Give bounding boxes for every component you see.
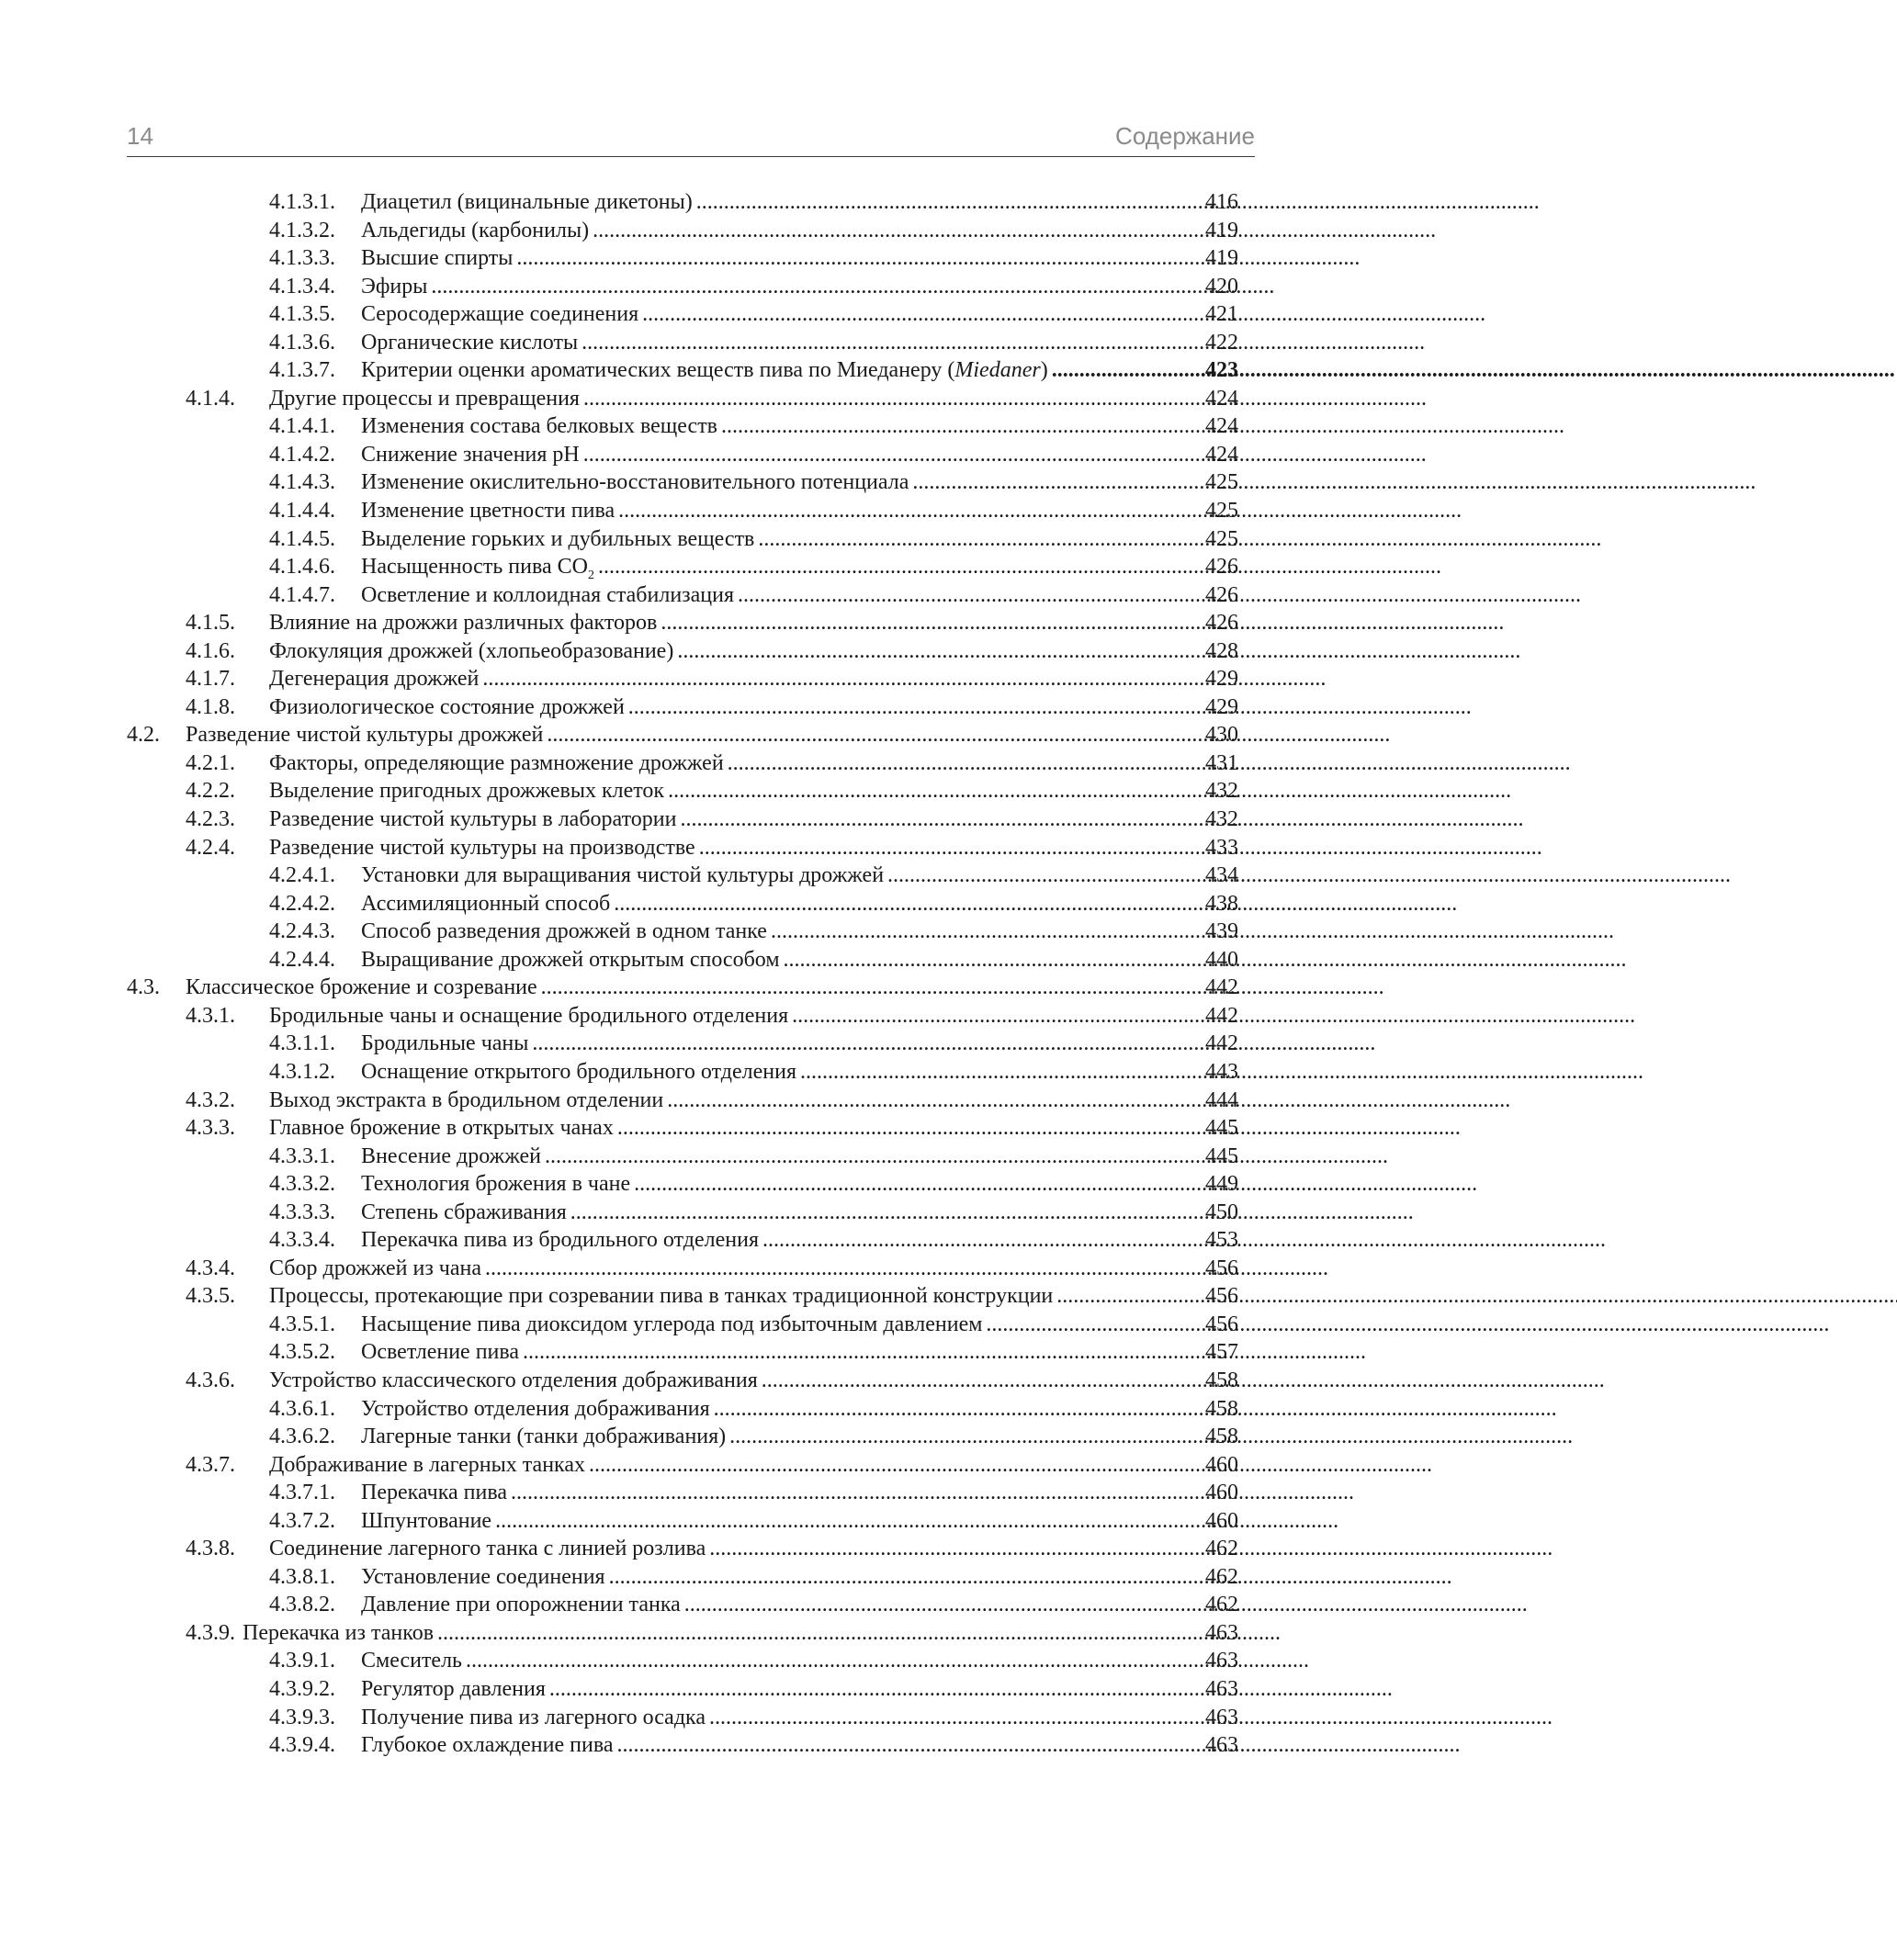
toc-entry[interactable]: [127, 497, 1238, 525]
toc-entry-page: 462: [1205, 1593, 1238, 1617]
toc-entry-title: Выделение горьких и дубильных веществ: [361, 526, 755, 551]
toc-dot-leader: [582, 329, 1203, 357]
toc-entry-title: Установки для выращивания чистой культуры дрожжей: [361, 863, 885, 888]
toc-entry-number: 4.3.2.: [186, 1087, 235, 1112]
toc-dot-leader: [609, 1563, 1203, 1592]
toc-entry[interactable]: [127, 862, 1238, 890]
toc-entry-page: 426: [1205, 611, 1238, 636]
toc-dot-leader: [549, 1675, 1203, 1704]
toc-dot-leader: [758, 525, 1203, 554]
toc-entry-number: 4.3.5.1.: [269, 1312, 335, 1336]
toc-entry-title: Процессы, протекающие при созревании пива в танках традиционной конструкции: [269, 1284, 1054, 1309]
toc-entry-number: 4.2.3.: [186, 807, 235, 832]
toc-entry[interactable]: [127, 1535, 1238, 1563]
toc-dot-leader: [784, 946, 1203, 974]
toc-entry-number: 4.3.9.3.: [269, 1705, 335, 1729]
toc-dot-leader: [642, 300, 1203, 329]
toc-entry[interactable]: [127, 1226, 1238, 1255]
toc-entry-number: 4.1.3.3.: [269, 246, 335, 271]
toc-entry-number: 4.3.7.2.: [269, 1508, 335, 1533]
toc-dot-leader: [541, 974, 1203, 1002]
toc-entry-number: 4.2.4.3.: [269, 919, 335, 944]
toc-entry-page: 458: [1205, 1368, 1238, 1392]
toc-entry-page: 445: [1205, 1143, 1238, 1168]
toc-dot-leader: [485, 1255, 1203, 1283]
toc-dot-leader: [614, 890, 1203, 918]
toc-entry-number: 4.3.1.: [186, 1003, 235, 1028]
toc-dot-leader: [792, 1002, 1203, 1031]
toc-dot-leader: [661, 609, 1203, 637]
toc-entry-page: 442: [1205, 975, 1238, 1000]
toc-entry-page: 456: [1205, 1284, 1238, 1309]
toc-entry-title: Альдегиды (карбонилы): [361, 218, 590, 242]
toc-entry-title: Дображивание в лагерных танках: [269, 1452, 586, 1477]
toc-entry-page: 423: [1205, 358, 1238, 383]
toc-dot-leader: [532, 1030, 1203, 1058]
toc-entry[interactable]: [127, 525, 1238, 554]
toc-entry-title: Лагерные танки (танки дображивания): [361, 1425, 727, 1449]
toc-dot-leader: [589, 1451, 1203, 1480]
toc-entry-page: 419: [1205, 218, 1238, 242]
toc-entry-title: Снижение значения pH: [361, 442, 580, 467]
toc-entry-page: 424: [1205, 386, 1238, 411]
toc-entry-number: 4.2.2.: [186, 779, 235, 804]
toc-entry[interactable]: [127, 777, 1238, 805]
toc-entry[interactable]: [127, 412, 1238, 441]
toc-entry-page: 460: [1205, 1481, 1238, 1505]
toc-entry-number: 4.3.3.2.: [269, 1172, 335, 1197]
toc-entry-number: 4.3.8.: [186, 1537, 235, 1561]
toc-entry-number: 4.1.6.: [186, 638, 235, 663]
toc-dot-leader: [677, 637, 1203, 666]
toc-entry[interactable]: [127, 890, 1238, 918]
toc-entry-page: 422: [1205, 330, 1238, 355]
toc-entry-page: 420: [1205, 274, 1238, 299]
toc-dot-leader: [628, 693, 1203, 722]
toc-dot-leader: [986, 1311, 1203, 1339]
toc-dot-leader: [495, 1507, 1203, 1536]
toc-entry-title: Соединение лагерного танка с линией розлива: [269, 1537, 706, 1561]
toc-entry-page: 463: [1205, 1676, 1238, 1701]
toc-entry-page: 425: [1205, 470, 1238, 495]
toc-entry-title: Устройство классического отделения дображивания: [269, 1368, 758, 1392]
toc-dot-leader: [771, 918, 1203, 946]
toc-dot-leader: [466, 1647, 1203, 1675]
toc-entry[interactable]: [127, 244, 1238, 273]
toc-entry[interactable]: [127, 1311, 1238, 1339]
toc-entry-title: Перекачка пива из бродильного отделения: [361, 1228, 759, 1253]
toc-entry[interactable]: [127, 1423, 1238, 1451]
toc-entry-number: 4.3.1.1.: [269, 1031, 335, 1056]
toc-entry[interactable]: [127, 637, 1238, 666]
toc-dot-leader: [699, 834, 1203, 862]
toc-dot-leader: [667, 1087, 1203, 1115]
toc-entry-page: 426: [1205, 555, 1238, 580]
toc-entry-page: 463: [1205, 1649, 1238, 1673]
toc-entry-number: 4.1.4.: [186, 386, 235, 411]
toc-entry-page: 458: [1205, 1396, 1238, 1421]
toc-entry-page: 442: [1205, 1031, 1238, 1056]
toc-dot-leader: [547, 721, 1203, 749]
toc-entry[interactable]: [127, 1647, 1238, 1675]
toc-entry-number: 4.3.5.2.: [269, 1340, 335, 1365]
toc-entry[interactable]: [127, 217, 1238, 245]
toc-entry[interactable]: [127, 721, 1238, 749]
toc-dot-leader: [570, 1199, 1203, 1227]
toc-entry-number: 4.3.9.1.: [269, 1649, 335, 1673]
toc-dot-leader: [516, 244, 1203, 273]
toc-entry-page: 428: [1205, 638, 1238, 663]
toc-entry[interactable]: [127, 1282, 1238, 1311]
toc-entry-number: 4.3.9.2.: [269, 1676, 335, 1701]
toc-entry-number: 4.3.6.1.: [269, 1396, 335, 1421]
toc-entry[interactable]: [127, 1087, 1238, 1115]
toc-entry[interactable]: [127, 1143, 1238, 1171]
toc-entry[interactable]: [127, 805, 1238, 834]
toc-entry-page: 460: [1205, 1508, 1238, 1533]
toc-entry-title: Выделение пригодных дрожжевых клеток: [269, 779, 665, 804]
toc-entry-number: 4.1.3.2.: [269, 218, 335, 242]
toc-entry-title: Степень сбраживания: [361, 1200, 567, 1224]
toc-entry[interactable]: [127, 1002, 1238, 1031]
toc-entry-title: Серосодержащие соединения: [361, 302, 639, 327]
toc-entry[interactable]: [127, 1451, 1238, 1480]
toc-entry-title: Перекачка из танков: [243, 1620, 435, 1645]
toc-entry-page: 440: [1205, 947, 1238, 972]
toc-entry-title: Факторы, определяющие размножение дрожжей: [269, 750, 724, 775]
toc-entry-number: 4.3.9.: [186, 1620, 235, 1645]
toc-entry-title: Способ разведения дрожжей в одном танке: [361, 919, 767, 944]
toc-entry-page: 458: [1205, 1425, 1238, 1449]
toc-entry-title: Насыщение пива диоксидом углерода под избыточным давлением: [361, 1312, 983, 1336]
toc-entry-page: 432: [1205, 779, 1238, 804]
toc-entry-page: 433: [1205, 835, 1238, 860]
toc-entry-number: 4.3.3.1.: [269, 1143, 335, 1168]
toc-entry-number: 4.3.8.2.: [269, 1593, 335, 1617]
toc-entry[interactable]: [127, 1731, 1238, 1760]
toc-entry[interactable]: [127, 1255, 1238, 1283]
toc-entry-title: Бродильные чаны: [361, 1031, 529, 1056]
toc-entry-page: 462: [1205, 1564, 1238, 1589]
toc-entry-title: Главное брожение в открытых чанах: [269, 1116, 614, 1141]
toc-entry-number: 4.1.3.5.: [269, 302, 335, 327]
toc-entry-title: Получение пива из лагерного осадка: [361, 1705, 706, 1729]
toc-entry-page: 426: [1205, 582, 1238, 607]
toc-entry-page: 443: [1205, 1059, 1238, 1084]
toc-entry-title: Другие процессы и превращения: [269, 386, 580, 411]
toc-entry-number: 4.1.4.5.: [269, 526, 335, 551]
toc-entry[interactable]: [127, 1199, 1238, 1227]
toc-entry-page: 416: [1205, 190, 1238, 214]
toc-entry-number: 4.1.4.1.: [269, 414, 335, 439]
toc-entry-page: 421: [1205, 302, 1238, 327]
toc-entry-page: 445: [1205, 1116, 1238, 1141]
toc-entry-number: 4.3.4.: [186, 1256, 235, 1280]
toc-entry-page: 431: [1205, 750, 1238, 775]
toc-entry[interactable]: [127, 581, 1238, 610]
toc-entry-page: 425: [1205, 499, 1238, 524]
toc-entry-title: Ассимиляционный способ: [361, 891, 611, 916]
toc-entry-number: 4.1.4.3.: [269, 470, 335, 495]
toc-entry-title: Изменения состава белковых веществ: [361, 414, 718, 439]
toc-dot-leader: [583, 385, 1203, 413]
toc-entry-number: 4.3.3.: [186, 1116, 235, 1141]
toc-entry[interactable]: [127, 1338, 1238, 1367]
toc-entry[interactable]: [127, 300, 1238, 329]
toc-dot-leader: [482, 665, 1203, 693]
toc-dot-leader: [696, 188, 1203, 217]
toc-entry[interactable]: [127, 441, 1238, 469]
toc-entry-number: 4.3.1.2.: [269, 1059, 335, 1084]
toc-dot-leader: [617, 1731, 1204, 1760]
toc-entry-number: 4.1.3.6.: [269, 330, 335, 355]
toc-dot-leader: [1056, 1282, 1203, 1311]
toc-dot-leader: [728, 749, 1203, 778]
toc-entry-number: 4.3.8.1.: [269, 1564, 335, 1589]
toc-entry-title: Оснащение открытого бродильного отделения: [361, 1059, 796, 1084]
toc-entry-title: Флокуляция дрожжей (хлопьеобразование): [269, 638, 674, 663]
toc-dot-leader: [729, 1423, 1203, 1451]
toc-dot-leader: [680, 805, 1203, 834]
toc-entry-number: 4.2.4.2.: [269, 891, 335, 916]
toc-entry-title: Бродильные чаны и оснащение бродильного отделения: [269, 1003, 789, 1028]
toc-entry-number: 4.1.4.4.: [269, 499, 335, 524]
toc-entry-page: 424: [1205, 414, 1238, 439]
toc-entry[interactable]: [127, 1675, 1238, 1704]
toc-entry[interactable]: [127, 468, 1238, 497]
toc-entry[interactable]: [127, 329, 1238, 357]
toc-entry[interactable]: [127, 1591, 1238, 1619]
toc-entry-page: 456: [1205, 1256, 1238, 1280]
toc-entry-page: 432: [1205, 807, 1238, 832]
toc-entry[interactable]: [127, 1030, 1238, 1058]
toc-entry-page: 438: [1205, 891, 1238, 916]
toc-entry-page: 456: [1205, 1312, 1238, 1336]
toc-entry[interactable]: [127, 356, 1238, 385]
toc-entry-number: 4.3.5.: [186, 1284, 235, 1309]
toc-entry-title: Давление при опорожнении танка: [361, 1593, 681, 1617]
toc-entry[interactable]: [127, 749, 1238, 778]
toc-entry-number: 4.3.6.: [186, 1368, 235, 1392]
toc-dot-leader: [668, 777, 1203, 805]
toc-entry-number: 4.1.7.: [186, 667, 235, 692]
toc-dot-leader: [545, 1143, 1203, 1171]
toc-entry-number: 4.2.1.: [186, 750, 235, 775]
toc-entry-number: 4.3.7.1.: [269, 1481, 335, 1505]
toc-entry-page: 463: [1205, 1620, 1238, 1645]
toc-entry-title: Установление соединения: [361, 1564, 605, 1589]
toc-dot-leader: [800, 1058, 1203, 1087]
toc-entry[interactable]: [127, 974, 1238, 1002]
running-header: [127, 119, 1255, 157]
toc-entry-title: Насыщенность пива $CO_2$: [361, 555, 594, 582]
toc-entry-number: 4.2.: [127, 723, 160, 748]
toc-entry-page: 463: [1205, 1733, 1238, 1758]
toc-entry-number: 4.3.9.4.: [269, 1733, 335, 1758]
toc-entry-page: 444: [1205, 1087, 1238, 1112]
toc-dot-leader: [912, 468, 1203, 497]
toc-entry-number: 4.3.3.3.: [269, 1200, 335, 1224]
toc-entry[interactable]: [127, 1479, 1238, 1507]
toc-entry-number: 4.1.3.7.: [269, 358, 335, 383]
toc-entry-number: 4.3.6.2.: [269, 1425, 335, 1449]
toc-dot-leader: [618, 497, 1203, 525]
toc-entry-number: 4.2.4.: [186, 835, 235, 860]
toc-entry-number: 4.1.4.7.: [269, 582, 335, 607]
toc-entry-number: 4.3.7.: [186, 1452, 235, 1477]
page-number: 14: [127, 122, 153, 150]
toc-entry-number: 4.2.4.1.: [269, 863, 335, 888]
toc-entry-page: 430: [1205, 723, 1238, 748]
toc-dot-leader: [721, 412, 1203, 441]
toc-entry-page: 429: [1205, 694, 1238, 719]
toc-dot-leader: [437, 1619, 1203, 1648]
toc-entry-title: Устройство отделения дображивания: [361, 1396, 710, 1421]
toc-entry[interactable]: [127, 834, 1238, 862]
toc-entry-title: Изменение цветности пива: [361, 499, 615, 524]
toc-entry[interactable]: [127, 1367, 1238, 1395]
toc-dot-leader: [762, 1367, 1203, 1395]
toc-entry-number: 4.1.4.6.: [269, 555, 335, 580]
toc-entry-title: Глубокое охлаждение пива: [361, 1733, 614, 1758]
toc-entry-title: Шпунтование: [361, 1508, 492, 1533]
toc-entry-title: Смеситель: [361, 1649, 463, 1673]
toc-entry[interactable]: [127, 1114, 1238, 1143]
toc-dot-leader: [762, 1226, 1203, 1255]
toc-entry-title: Сбор дрожжей из чана: [269, 1256, 482, 1280]
toc-entry[interactable]: [127, 1395, 1238, 1424]
toc-entry-title: Технология брожения в чане: [361, 1172, 631, 1197]
toc-entry-number: 4.1.8.: [186, 694, 235, 719]
toc-entry[interactable]: [127, 553, 1238, 581]
toc-entry[interactable]: [127, 1507, 1238, 1536]
toc-entry-page: 453: [1205, 1228, 1238, 1253]
toc-entry-title: Перекачка пива: [361, 1481, 507, 1505]
toc-dot-leader: [1052, 356, 1203, 385]
toc-entry[interactable]: [127, 1619, 1238, 1648]
toc-entry-page: 434: [1205, 863, 1238, 888]
toc-entry-title: Выращивание дрожжей открытым способом: [361, 947, 780, 972]
toc-entry[interactable]: [127, 918, 1238, 946]
toc-entry-page: 460: [1205, 1452, 1238, 1477]
toc-dot-leader: [709, 1704, 1203, 1732]
toc-entry-title: Эфиры: [361, 274, 428, 299]
toc-entry[interactable]: [127, 385, 1238, 413]
toc-dot-leader: [887, 862, 1203, 890]
toc-entry[interactable]: [127, 1058, 1238, 1087]
toc-entry-title: Дегенерация дрожжей: [269, 667, 480, 692]
running-title: Содержание: [1115, 122, 1255, 150]
toc-entry-title: Разведение чистой культуры на производстве: [269, 835, 695, 860]
toc-dot-leader: [617, 1114, 1203, 1143]
toc-entry-number: 4.1.4.2.: [269, 442, 335, 467]
toc-entry-title: Изменение окислительно-восстановительного потенциала: [361, 470, 909, 495]
toc-entry-page: 425: [1205, 526, 1238, 551]
toc-dot-leader: [709, 1535, 1203, 1563]
toc-entry-title: Разведение чистой культуры в лаборатории: [269, 807, 677, 832]
toc-dot-leader: [593, 217, 1203, 245]
toc-dot-leader: [738, 581, 1203, 610]
toc-entry-title: Высшие спирты: [361, 246, 514, 271]
toc-entry-page: 439: [1205, 919, 1238, 944]
toc-entry-page: 424: [1205, 442, 1238, 467]
toc-dot-leader: [634, 1170, 1203, 1199]
toc-entry-title: Органические кислоты: [361, 330, 579, 355]
toc-entry-title: Регулятор давления: [361, 1676, 546, 1701]
toc-entry-title: Физиологическое состояние дрожжей: [269, 694, 625, 719]
toc-entry-number: 4.3.3.4.: [269, 1228, 335, 1253]
toc-entry[interactable]: [127, 273, 1238, 301]
toc-dot-leader: [583, 441, 1203, 469]
toc-entry-title: Классическое брожение и созревание: [186, 975, 537, 1000]
toc-dot-leader: [523, 1338, 1203, 1367]
toc-entry-title: Влияние на дрожжи различных факторов: [269, 611, 658, 636]
toc-entry[interactable]: [127, 946, 1238, 974]
toc-entry-number: 4.1.3.4.: [269, 274, 335, 299]
toc-entry-page: 442: [1205, 1003, 1238, 1028]
toc-entry[interactable]: [127, 1170, 1238, 1199]
toc-entry-page: 463: [1205, 1705, 1238, 1729]
toc-entry-page: 450: [1205, 1200, 1238, 1224]
toc-entry-title: Осветление и коллоидная стабилизация: [361, 582, 735, 607]
toc-entry-page: 457: [1205, 1340, 1238, 1365]
table-of-contents: [127, 188, 1238, 1760]
toc-entry[interactable]: [127, 693, 1238, 722]
toc-entry-title: Осветление пива: [361, 1340, 520, 1365]
toc-entry-page: 429: [1205, 667, 1238, 692]
toc-entry[interactable]: [127, 1563, 1238, 1592]
toc-entry-number: 4.1.5.: [186, 611, 235, 636]
toc-entry-title: Выход экстракта в бродильном отделении: [269, 1087, 664, 1112]
toc-entry-title: Внесение дрожжей: [361, 1143, 541, 1168]
toc-entry-title: Критерии оценки ароматических веществ пива по Миеданеру (Miedaner): [361, 358, 1048, 383]
toc-entry-number: 4.1.3.1.: [269, 190, 335, 214]
toc-entry[interactable]: [127, 188, 1238, 217]
toc-entry[interactable]: [127, 1704, 1238, 1732]
toc-entry-page: 449: [1205, 1172, 1238, 1197]
toc-entry[interactable]: [127, 609, 1238, 637]
toc-entry[interactable]: [127, 665, 1238, 693]
toc-dot-leader: [684, 1591, 1203, 1619]
toc-dot-leader: [714, 1395, 1203, 1424]
toc-dot-leader: [431, 273, 1203, 301]
toc-dot-leader: [511, 1479, 1203, 1507]
toc-entry-number: 4.3.: [127, 975, 160, 1000]
toc-entry-page: 419: [1205, 246, 1238, 271]
toc-entry-page: 462: [1205, 1537, 1238, 1561]
toc-entry-title: Диацетил (вицинальные дикетоны): [361, 190, 693, 214]
toc-entry-title: Разведение чистой культуры дрожжей: [186, 723, 544, 748]
toc-dot-leader: [598, 553, 1203, 581]
toc-entry-number: 4.2.4.4.: [269, 947, 335, 972]
